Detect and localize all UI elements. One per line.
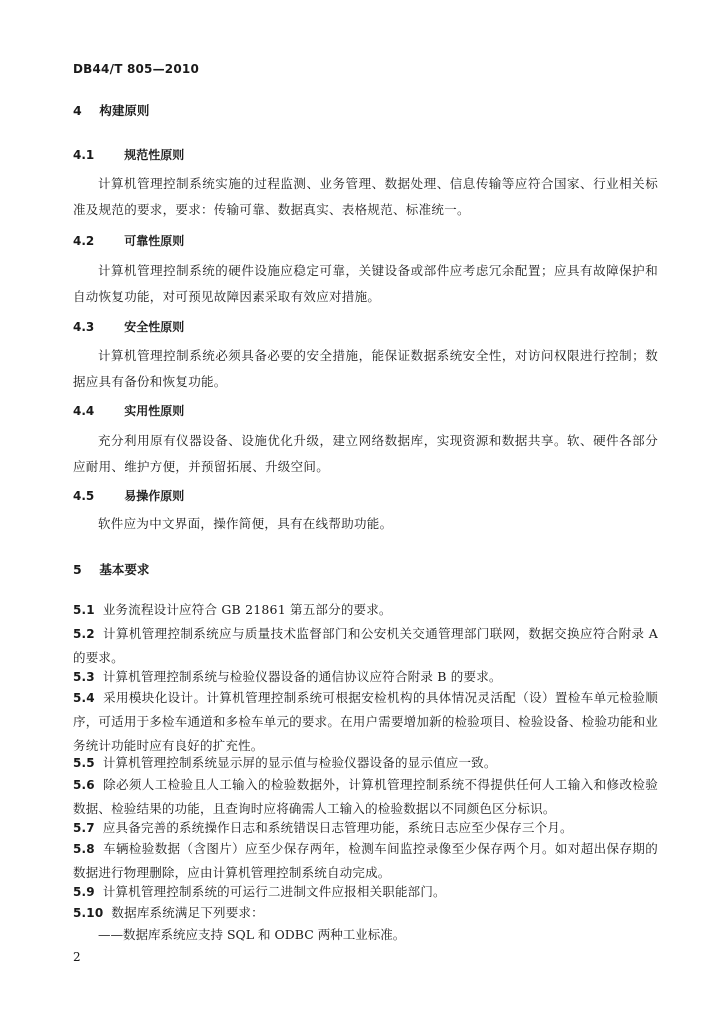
subsection-title: 易操作原则 (124, 489, 185, 503)
subsection-title: 可靠性原则 (124, 234, 185, 248)
clause-5-2 (73, 622, 658, 670)
subsection-number: 4.1 (73, 148, 95, 162)
subsection-4-1-heading (73, 146, 184, 163)
subsection-4-5-text: 软件应为中文界面，操作简便，具有在线帮助功能。 (98, 516, 393, 531)
subsection-4-5-heading (73, 487, 184, 504)
subsection-4-3-heading (73, 318, 184, 335)
clause-text: 计算机管理控制系统与检验仪器设备的通信协议应符合附录 B 的要求。 (102, 669, 502, 684)
clause-number: 5.9 (73, 885, 95, 899)
document-id: DB44/T 805—2010 (73, 62, 199, 76)
clause-text: 计算机管理控制系统应与质量技术监督部门和公安机关交通管理部门联网，数据交换应符合附录 A 的要求。 (73, 626, 658, 665)
clause-number: 5.3 (73, 670, 95, 684)
subsection-4-2-heading (73, 232, 184, 249)
subsection-4-3-text: 计算机管理控制系统必须具备必要的安全措施，能保证数据系统安全性，对访问权限进行控制；数据应具有备份和恢复功能。 (73, 348, 658, 389)
dash-list-item: ——数据库系统应支持 SQL 和 ODBC 两种工业标准。 (98, 927, 406, 942)
clause-text: 数据库系统满足下列要求： (111, 905, 264, 920)
clause-text: 车辆检验数据（含图片）应至少保存两年，检测车间监控录像至少保存两个月。如对超出保存期的数据进行物理删除，应由计算机管理控制系统自动完成。 (73, 841, 658, 880)
clause-number: 5.4 (73, 691, 95, 705)
section-title: 构建原则 (99, 103, 150, 118)
clause-number: 5.10 (73, 906, 104, 920)
clause-number: 5.1 (73, 603, 95, 617)
clause-number: 5.7 (73, 821, 95, 835)
clause-text: 计算机管理控制系统的可运行二进制文件应报相关职能部门。 (102, 884, 446, 899)
clause-number: 5.2 (73, 627, 95, 641)
subsection-number: 4.2 (73, 234, 95, 248)
section-number: 5 (73, 562, 82, 577)
subsection-title: 实用性原则 (124, 404, 185, 418)
subsection-title: 安全性原则 (124, 320, 185, 334)
subsection-4-4-heading (73, 402, 184, 419)
subsection-4-4-text: 充分利用原有仪器设备、设施优化升级，建立网络数据库，实现资源和数据共享。软、硬件各部分应耐用、维护方便，并预留拓展、升级空间。 (73, 433, 658, 474)
clause-text: 计算机管理控制系统显示屏的显示值与检验仪器设备的显示值应一致。 (102, 755, 497, 770)
clause-5-8 (73, 837, 658, 885)
clause-5-10 (73, 901, 658, 925)
clause-5-6 (73, 773, 658, 821)
section-number: 4 (73, 103, 82, 118)
subsection-title: 规范性原则 (124, 148, 185, 162)
page-number: 2 (73, 950, 81, 964)
subsection-4-2-text: 计算机管理控制系统的硬件设施应稳定可靠，关键设备或部件应考虑冗余配置；应具有故障保护和自动恢复功能，对可预见故障因素采取有效应对措施。 (73, 263, 658, 304)
clause-number: 5.5 (73, 756, 95, 770)
subsection-number: 4.5 (73, 489, 95, 503)
section-title: 基本要求 (99, 562, 150, 577)
section-4-heading (73, 101, 149, 119)
section-5-heading (73, 560, 149, 578)
subsection-4-1-text: 计算机管理控制系统实施的过程监测、业务管理、数据处理、信息传输等应符合国家、行业相关标准及规范的要求，要求：传输可靠、数据真实、表格规范、标准统一。 (73, 176, 658, 217)
clause-number: 5.8 (73, 842, 95, 856)
clause-text: 应具备完善的系统操作日志和系统错误日志管理功能，系统日志应至少保存三个月。 (102, 820, 573, 835)
clause-5-1 (73, 598, 658, 622)
clause-text: 除必须人工检验且人工输入的检验数据外，计算机管理控制系统不得提供任何人工输入和修改检验数据、检验结果的功能，且查询时应将确需人工输入的检验数据以不同颜色区分标识。 (73, 777, 658, 816)
clause-text: 采用模块化设计。计算机管理控制系统可根据安检机构的具体情况灵活配（设）置检车单元检验顺序，可适用于多检车通道和多检车单元的要求。在用户需要增加新的检验项目、检验设备、检验功能和业务统计功能时应有良好的扩充性。 (73, 690, 658, 753)
clause-5-4 (73, 686, 658, 758)
clause-number: 5.6 (73, 778, 95, 792)
clause-5-5 (73, 751, 658, 775)
subsection-number: 4.4 (73, 404, 95, 418)
clause-text: 业务流程设计应符合 GB 21861 第五部分的要求。 (102, 602, 392, 617)
subsection-number: 4.3 (73, 320, 95, 334)
